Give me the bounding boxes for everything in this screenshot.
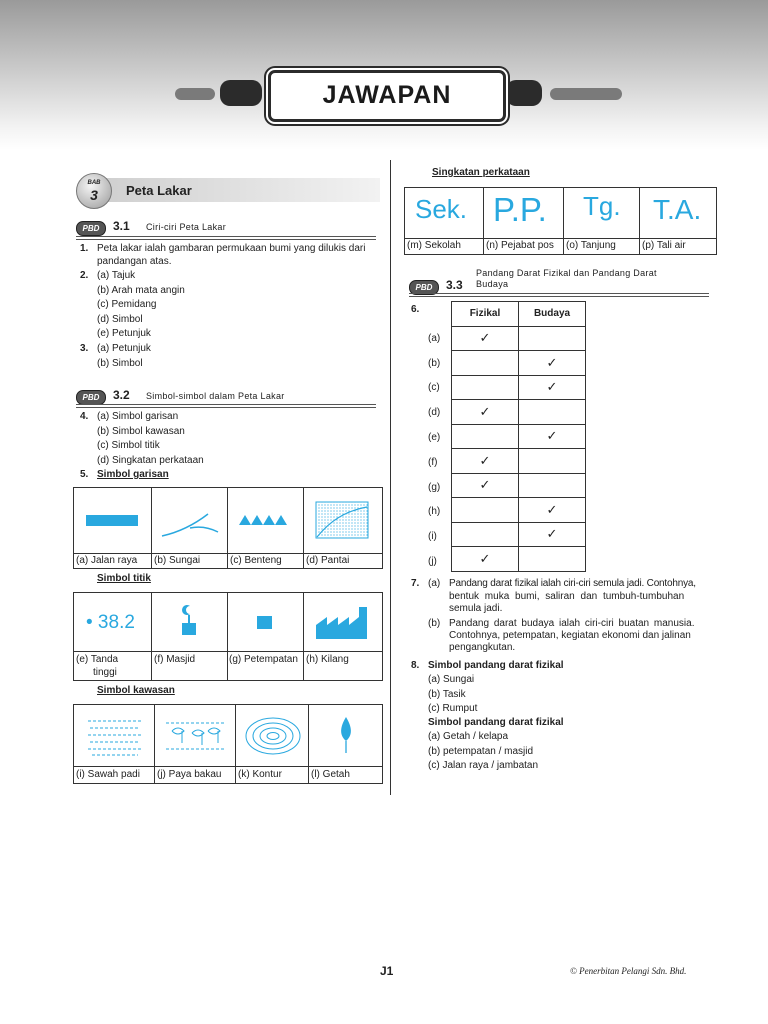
list-item: (b) petempatan / masjid [428, 746, 534, 757]
tick-cell [452, 375, 519, 400]
caption: (m) Sekolah [407, 240, 461, 251]
question-number: 5. [80, 469, 89, 480]
list-item: (c) Simbol titik [97, 440, 160, 451]
subheading-singkatan: Singkatan perkataan [432, 167, 530, 178]
caption: (k) Kontur [238, 769, 282, 780]
caption: (j) Paya bakau [157, 769, 222, 780]
caption-rule [74, 553, 382, 554]
grid-divider [151, 488, 152, 568]
tick-cell: ✓ [452, 547, 519, 572]
subheading: Simbol pandang darat fizikal [428, 660, 564, 671]
caption: (o) Tanjung [566, 240, 616, 251]
grid-divider [227, 593, 228, 680]
row-label: (j) [428, 556, 437, 567]
point-symbol-grid [73, 592, 383, 681]
tick-cell: ✓ [452, 400, 519, 425]
pbd-badge: PBD [76, 390, 106, 405]
caption: (f) Masjid [154, 654, 196, 665]
answer-text: Peta lakar ialah gambaran permukaan bumi yang dilukis dari [97, 243, 366, 254]
tick-cell: ✓ [519, 498, 586, 523]
list-item: (c) Rumput [428, 703, 478, 714]
list-label: (a) [428, 578, 441, 589]
publisher-credit: © Penerbitan Pelangi Sdn. Bhd. [570, 966, 687, 976]
list-item: (b) Tasik [428, 689, 466, 700]
banner-bar-left-inner [220, 80, 262, 106]
abbr-sekolah: Sek. [415, 194, 468, 224]
list-item: (c) Pemidang [97, 299, 157, 310]
question-number: 6. [411, 304, 420, 315]
embankment-symbol [239, 511, 295, 527]
question-number: 7. [411, 578, 420, 589]
caption: (g) Petempatan [229, 654, 298, 665]
grid-divider [154, 705, 155, 783]
area-symbol-grid [73, 704, 383, 784]
tick-cell [452, 498, 519, 523]
list-item: (d) Singkatan perkataan [97, 455, 204, 466]
grid-divider [563, 188, 564, 254]
tick-cell [519, 400, 586, 425]
tick-cell: ✓ [452, 473, 519, 498]
caption: (h) Kilang [306, 654, 349, 665]
tick-cell [452, 522, 519, 547]
grid-divider [235, 705, 236, 783]
row-label: (i) [428, 531, 437, 542]
mangrove-symbol [164, 719, 226, 755]
spot-height-value: • 38.2 [86, 612, 135, 633]
abbr-tali-air: T.A. [653, 194, 702, 225]
answer-text: pandangan atas. [97, 256, 172, 267]
caption: (p) Tali air [642, 240, 686, 251]
caption-rule [405, 238, 716, 239]
subheading-kawasan: Simbol kawasan [97, 685, 175, 696]
row-label: (g) [428, 482, 441, 493]
answer-text: Pandang darat fizikal ialah ciri-ciri semula jadi. Contohnya, [449, 578, 696, 589]
list-item: (c) Jalan raya / jambatan [428, 760, 539, 771]
abbr-pejabat-pos: P.P. [493, 191, 547, 228]
subheading-garisan: Simbol garisan [97, 469, 169, 480]
banner-box [268, 70, 506, 122]
row-label: (h) [428, 506, 441, 517]
tick-cell [519, 326, 586, 351]
road-symbol [86, 515, 138, 526]
chapter-title: Peta Lakar [126, 183, 192, 198]
abbreviation-grid [404, 187, 717, 255]
pbd-badge: PBD [76, 221, 106, 236]
tick-cell: ✓ [519, 375, 586, 400]
river-symbol [160, 502, 220, 542]
list-item: (b) Simbol [97, 358, 143, 369]
row-label: (a) [428, 333, 441, 344]
banner-bar-left [175, 88, 215, 100]
settlement-symbol [257, 616, 272, 629]
grid-divider [151, 593, 152, 680]
line-symbol-grid [73, 487, 383, 569]
caption: (l) Getah [311, 769, 350, 780]
caption: (c) Benteng [230, 555, 282, 566]
chapter-header [76, 173, 380, 207]
answer-text: semula jadi. [449, 603, 503, 614]
row-label: (c) [428, 382, 440, 393]
question-number: 2. [80, 270, 89, 281]
tick-cell [519, 473, 586, 498]
answer-text: bentuk muka bumi, saliran dan tumbuh-tumbuhan [449, 591, 685, 602]
row-label: (b) [428, 358, 441, 369]
section-title: Simbol-simbol dalam Peta Lakar [146, 391, 285, 401]
tick-cell: ✓ [452, 449, 519, 474]
col-header-fizikal: Fizikal [452, 302, 519, 327]
tick-cell [452, 351, 519, 376]
rubber-tree-symbol [336, 715, 356, 755]
mosque-symbol [178, 603, 200, 639]
page-number: J1 [380, 964, 394, 978]
section-number: 3.1 [113, 219, 130, 233]
section-rule [76, 236, 376, 240]
paddy-field-symbol [86, 717, 144, 757]
tick-cell: ✓ [519, 351, 586, 376]
list-item: (a) Petunjuk [97, 343, 151, 354]
section-rule [76, 404, 376, 408]
tick-cell [519, 547, 586, 572]
factory-symbol [315, 605, 371, 641]
pbd-badge: PBD [409, 280, 439, 295]
grid-divider [303, 488, 304, 568]
section-number: 3.2 [113, 388, 130, 402]
section-title: Pandang Darat Fizikal dan Pandang Darat [476, 268, 657, 278]
banner-bar-right-inner [506, 80, 542, 106]
question-number: 3. [80, 343, 89, 354]
subheading: Simbol pandang darat fizikal [428, 717, 564, 728]
caption: (n) Pejabat pos [486, 240, 554, 251]
section-rule [409, 293, 709, 297]
subheading-titik: Simbol titik [97, 573, 151, 584]
tick-cell: ✓ [519, 522, 586, 547]
answer-text: Contohnya, petempatan, kegiatan ekonomi dan jalinan [449, 630, 691, 641]
contour-symbol [243, 715, 303, 757]
list-item: (a) Simbol garisan [97, 411, 179, 422]
answer-text: pengangkutan. [449, 642, 516, 653]
list-label: (b) [428, 618, 441, 629]
section-title: Ciri-ciri Peta Lakar [146, 222, 227, 232]
list-item: (e) Petunjuk [97, 328, 151, 339]
chapter-number: 3 [90, 187, 98, 203]
row-label: (d) [428, 407, 441, 418]
grid-divider [227, 488, 228, 568]
caption: (i) Sawah padi [76, 769, 140, 780]
question-number: 8. [411, 660, 420, 671]
column-divider [390, 160, 391, 795]
list-item: (d) Simbol [97, 314, 143, 325]
question-number: 1. [80, 243, 89, 254]
caption: tinggi [93, 667, 117, 678]
grid-divider [483, 188, 484, 254]
list-item: (b) Simbol kawasan [97, 426, 185, 437]
list-item: (a) Tajuk [97, 270, 136, 281]
caption: (e) Tanda [76, 654, 119, 665]
list-item: (b) Arah mata angin [97, 285, 185, 296]
tick-cell [519, 449, 586, 474]
coast-symbol [315, 501, 371, 541]
section-title-line2: Budaya [476, 279, 509, 289]
grid-divider [303, 593, 304, 680]
question-number: 4. [80, 411, 89, 422]
grid-divider [639, 188, 640, 254]
caption: (a) Jalan raya [76, 555, 138, 566]
page-title: JAWAPAN [322, 81, 452, 109]
tick-cell [452, 424, 519, 449]
answer-text: Pandang darat budaya ialah ciri-ciri buatan manusia. [449, 618, 695, 629]
abbr-tanjung: Tg. [583, 191, 621, 221]
row-label: (f) [428, 457, 438, 468]
chapter-badge [76, 173, 112, 209]
caption-rule [74, 766, 382, 767]
list-item: (a) Sungai [428, 674, 475, 685]
caption-rule [74, 651, 382, 652]
landscape-table [451, 301, 586, 572]
grid-divider [308, 705, 309, 783]
chapter-badge-word: BAB [87, 180, 101, 186]
caption: (b) Sungai [154, 555, 201, 566]
banner-bar-right [550, 88, 622, 100]
col-header-budaya: Budaya [519, 302, 586, 327]
row-label: (e) [428, 432, 441, 443]
tick-cell: ✓ [452, 326, 519, 351]
tick-cell: ✓ [519, 424, 586, 449]
section-number: 3.3 [446, 278, 463, 292]
caption: (d) Pantai [306, 555, 350, 566]
list-item: (a) Getah / kelapa [428, 731, 509, 742]
